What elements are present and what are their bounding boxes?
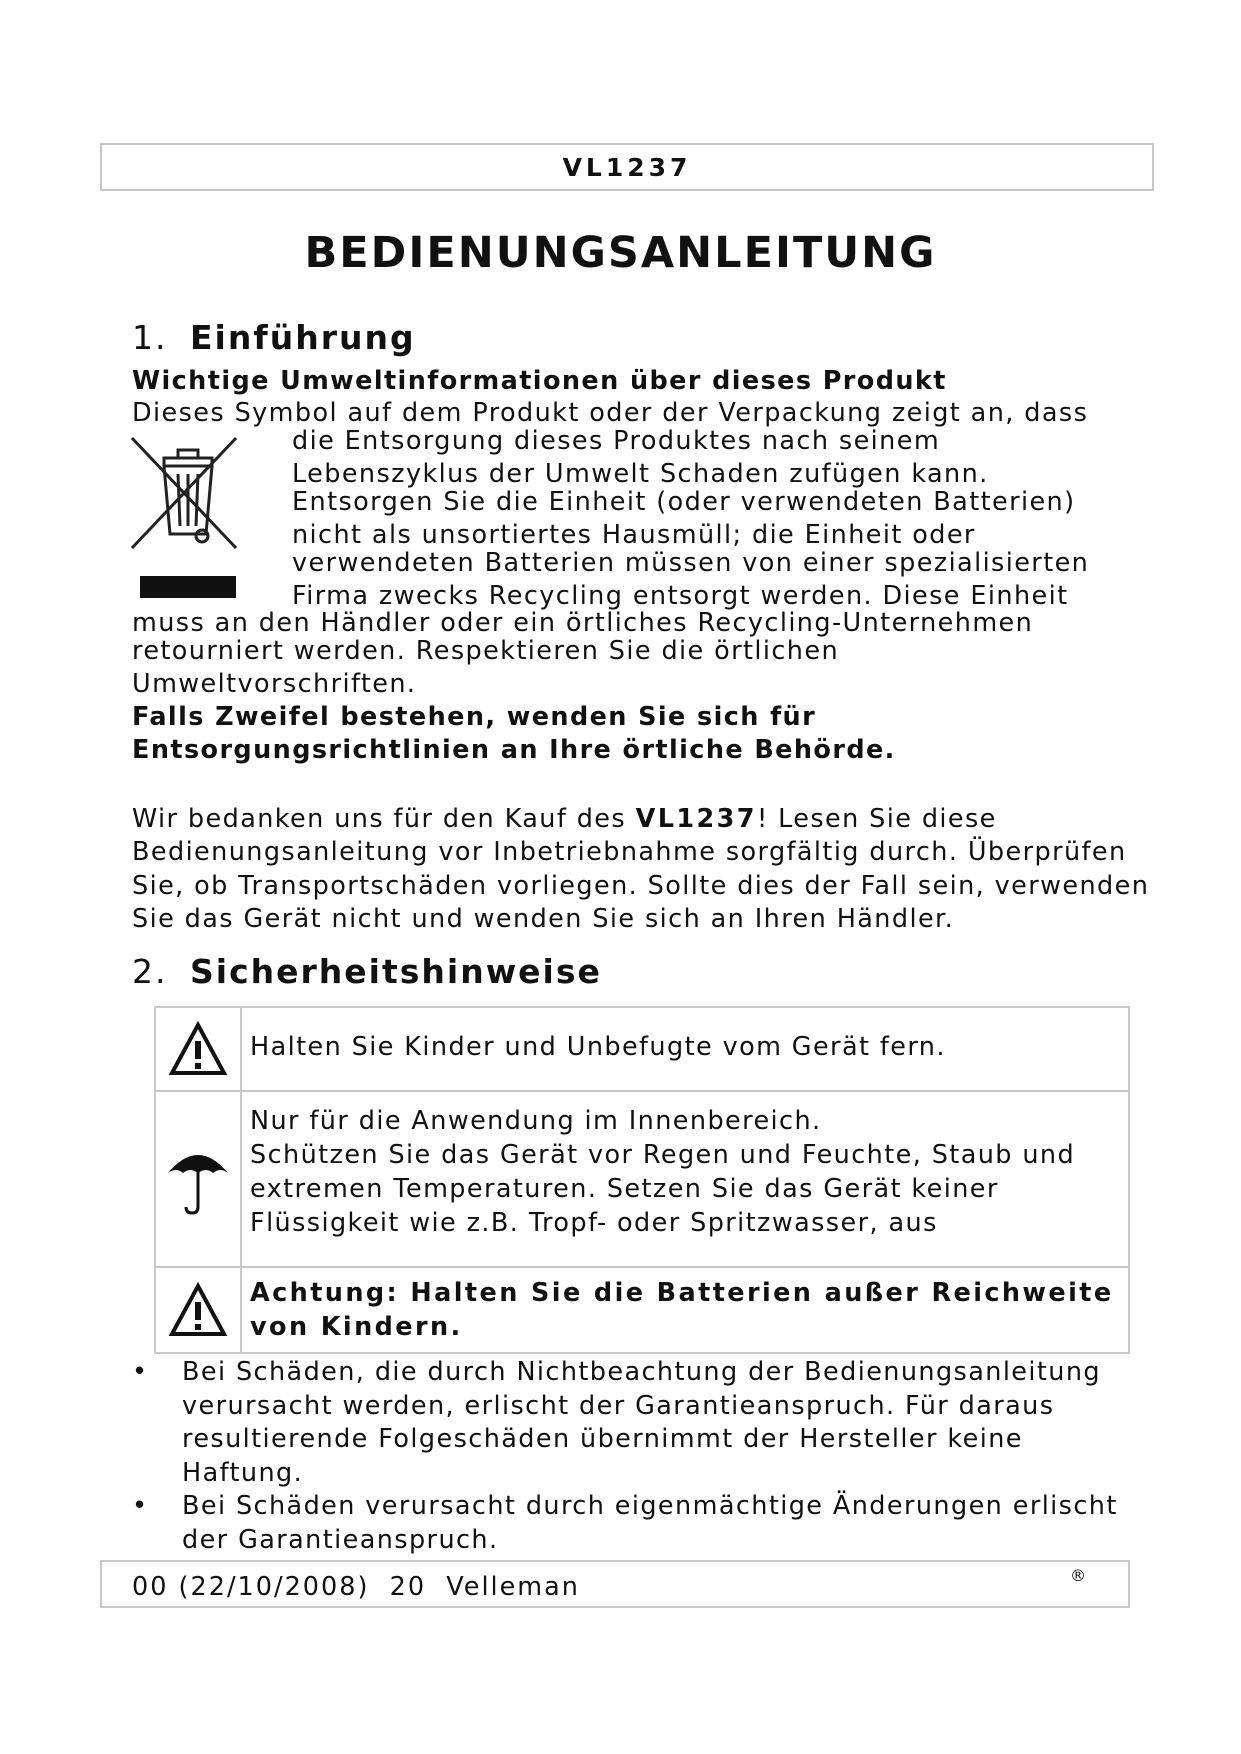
safety-text <box>242 1092 1083 1266</box>
thanks-post: ! Lesen Sie diese <box>756 804 997 834</box>
safety-row <box>156 1268 1128 1352</box>
doubt-line-0: Falls Zweifel bestehen, wenden Sie sich für <box>132 702 817 732</box>
intro-line-0: Dieses Symbol auf dem Produkt oder der Verpackung zeigt an, dass <box>132 398 1089 428</box>
list-item <box>132 1356 1118 1490</box>
env-heading: Wichtige Umweltinformationen über dieses Produkt <box>132 366 947 396</box>
intro-line-8: retourniert werden. Respektieren Sie die örtlichen <box>132 636 840 666</box>
warning-triangle-icon <box>168 1021 228 1077</box>
section-2-number: 2. <box>132 952 168 991</box>
thanks-line-0 <box>132 804 997 834</box>
warning-triangle-icon <box>168 1282 228 1338</box>
safety-table <box>154 1006 1130 1354</box>
safety-line: Halten Sie Kinder und Unbefugte vom Gerät fern. <box>250 1032 946 1062</box>
intro-line-2: Lebenszyklus der Umwelt Schaden zufügen kann. <box>292 459 989 489</box>
safety-line: von Kindern. <box>250 1312 463 1342</box>
bullet-line: Haftung. <box>182 1457 304 1488</box>
intro-line-3: Entsorgen Sie die Einheit (oder verwendeten Batterien) <box>292 487 1076 517</box>
section-1-heading <box>132 318 416 357</box>
page-title: BEDIENUNGSANLEITUNG <box>304 228 937 278</box>
bullet-symbol: • <box>132 1491 149 1521</box>
intro-line-6: Firma zwecks Recycling entsorgt werden. Diese Einheit <box>292 581 1069 611</box>
header-box <box>100 143 1154 191</box>
thanks-line-2: Sie, ob Transportschäden vorliegen. Sollte dies der Fall sein, verwenden <box>132 871 1150 901</box>
bullet-line: der Garantieanspruch. <box>182 1524 499 1555</box>
safety-text <box>242 1268 1122 1352</box>
intro-line-7: muss an den Händler oder ein örtliches Recycling-Unternehmen <box>132 608 1034 638</box>
safety-icon-cell <box>156 1092 242 1266</box>
safety-icon-cell <box>156 1268 242 1352</box>
bullet-line: Bei Schäden, die durch Nichtbeachtung der Bedienungsanleitung <box>182 1357 1101 1387</box>
registered-mark: ® <box>1070 1566 1088 1585</box>
list-item <box>132 1490 1118 1557</box>
thanks-line-3: Sie das Gerät nicht und wenden Sie sich an Ihren Händler. <box>132 904 955 934</box>
doubt-line-1: Entsorgungsrichtlinien an Ihre örtliche Behörde. <box>132 735 896 765</box>
safety-line: Achtung: Halten Sie die Batterien außer Reichweite <box>250 1278 1114 1308</box>
bullet-symbol: • <box>132 1357 149 1387</box>
thanks-model: VL1237 <box>635 804 757 834</box>
section-2-heading <box>132 952 602 991</box>
safety-line: Schützen Sie das Gerät vor Regen und Feuchte, Staub und <box>250 1140 1076 1170</box>
safety-row <box>156 1092 1128 1268</box>
safety-line: Nur für die Anwendung im Innenbereich. <box>250 1106 822 1136</box>
umbrella-icon <box>166 1141 230 1217</box>
intro-line-4: nicht als unsortiertes Hausmüll; die Einheit oder <box>292 520 976 550</box>
thanks-line-1: Bedienungsanleitung vor Inbetriebnahme sorgfältig durch. Überprüfen <box>132 837 1127 867</box>
bullet-line: resultierende Folgeschäden übernimmt der Hersteller keine <box>182 1424 1023 1454</box>
bullet-list <box>132 1356 1118 1557</box>
safety-text <box>242 1008 954 1090</box>
thanks-pre: Wir bedanken uns für den Kauf des <box>132 804 636 834</box>
crossed-bin-icon <box>130 436 246 602</box>
bullet-line: verursacht werden, erlischt der Garantieanspruch. Für daraus <box>182 1390 1055 1421</box>
footer-text: 00 (22/10/2008) 20 Velleman <box>132 1572 580 1602</box>
footer-box <box>100 1560 1130 1608</box>
bullet-line: Bei Schäden verursacht durch eigenmächtige Änderungen erlischt <box>182 1491 1118 1521</box>
intro-line-1: die Entsorgung dieses Produktes nach seinem <box>292 426 941 456</box>
safety-icon-cell <box>156 1008 242 1090</box>
safety-row <box>156 1008 1128 1092</box>
safety-line: Flüssigkeit wie z.B. Tropf- oder Spritzwasser, aus <box>250 1208 938 1238</box>
intro-line-5: verwendeten Batterien müssen von einer spezialisierten <box>292 548 1090 578</box>
safety-line: extremen Temperaturen. Setzen Sie das Gerät keiner <box>250 1174 999 1204</box>
model-code: VL1237 <box>562 152 692 182</box>
intro-line-9: Umweltvorschriften. <box>132 669 417 699</box>
section-2-title: Sicherheitshinweise <box>190 952 602 991</box>
section-1-number: 1. <box>132 318 168 357</box>
section-1-title: Einführung <box>190 318 416 357</box>
